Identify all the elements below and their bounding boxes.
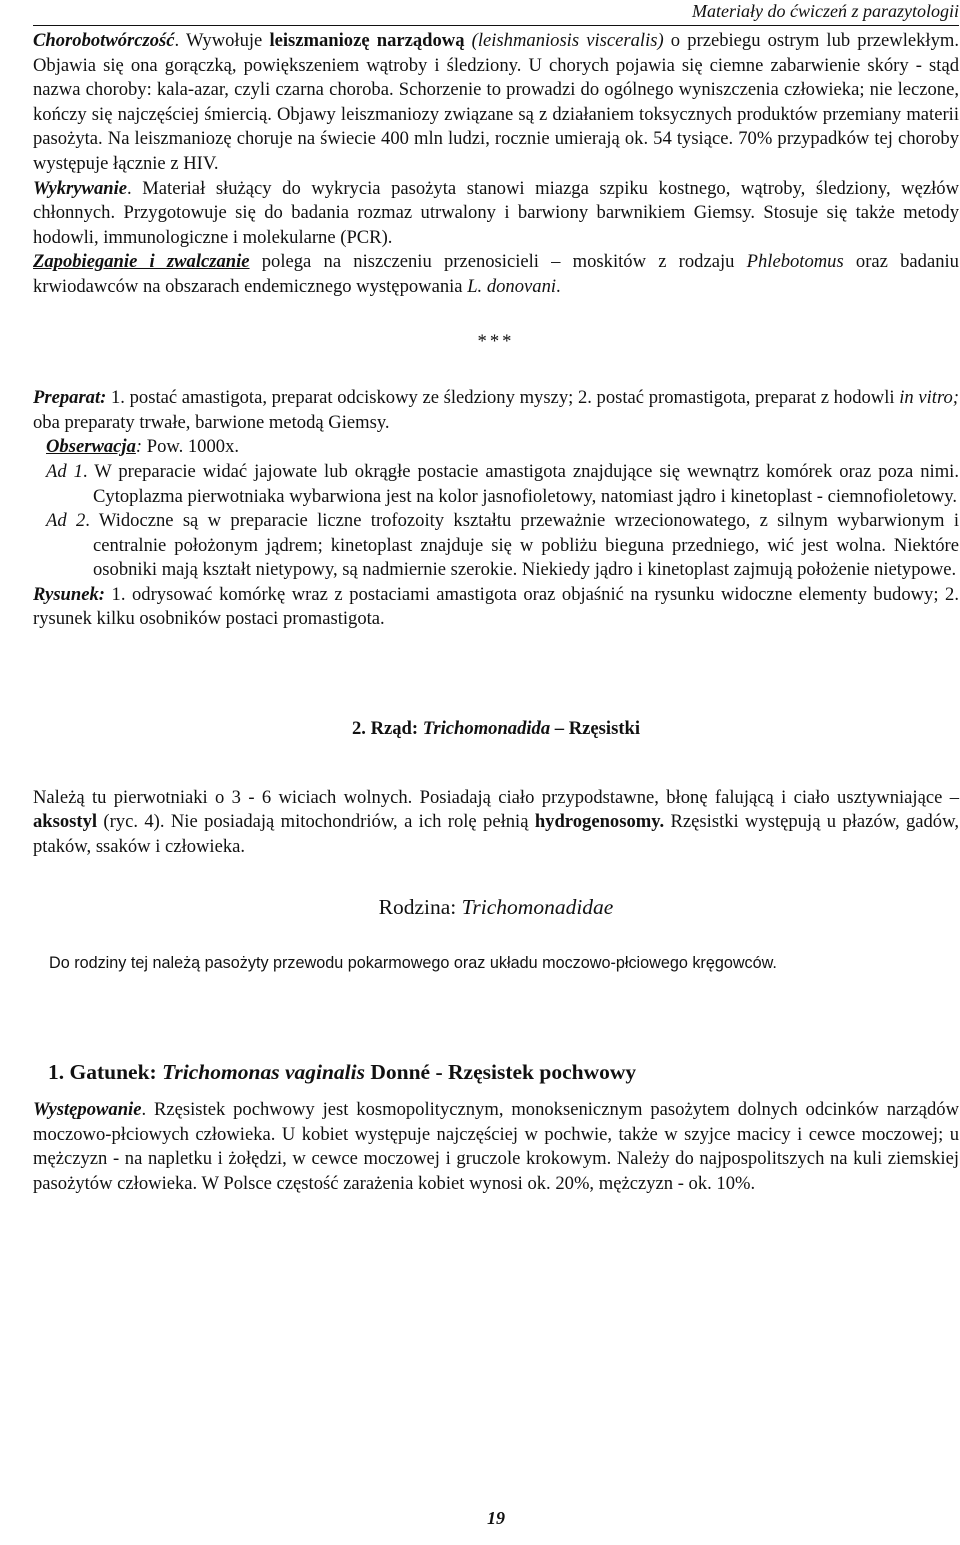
genus-phlebotomus: Phlebotomus (746, 251, 844, 273)
page (33, 0, 959, 1528)
ad1-paragraph: Ad 1. W preparacie widać jajowate lub okrągłe postacie amastigota znajdujące się wewnątrz komórek oraz poza nimi. Cytoplazma pierwotniaka wybarwiona jest na kolor jasnofioletowy, natomiast jądro i kinetoplast - ciemnofioletowy. (46, 460, 959, 507)
detection-label: Wykrywanie (33, 177, 128, 199)
leish-prevention-paragraph: Zapobieganie i zwalczanie polega na niszczeniu przenosicieli – moskitów z rodzaju Phlebotomus oraz badaniu krwiodawców na obszarach endemicznego występowania L. donovani. (33, 251, 959, 297)
leish-pathogenicity-paragraph: Chorobotwórczość. Wywołuje leiszmaniozę narządową (leishmaniosis visceralis) o przebiegu ostrym lub przewlekłym. Objawia się ona gorączką, powiększeniem wątroby i śledziony. U chorych pojawia się ciemne zabarwienie skóry - stąd nazwa choroby: kala-azar, czyli czarna choroba. Schorzenie to prowadzi do ogólnego wyniszczenia człowieka; nie leczone, kończy się najczęściej śmiercią. Objawy leiszmaniozy związane są z działaniem toksycznych produktów przemiany materii pasożyta. Na leiszmaniozę choruje na świecie 400 mln ludzi, rocznie umierają ok. 54 tysiące. 70% przypadków tej choroby występuje łącznie z HIV. (33, 30, 959, 174)
ad2-label: Ad 2 (46, 510, 86, 532)
species-name: Trichomonas vaginalis (162, 1059, 365, 1084)
page-number: 19 (487, 1508, 505, 1528)
ad1-label: Ad 1 (46, 460, 83, 482)
rysunek-label: Rysunek: (33, 583, 105, 605)
species-l-donovani: L. donovani (467, 275, 557, 297)
order-name: Trichomonadida (422, 718, 551, 740)
order-heading: 2. Rząd: Trichomonadida – Rzęsistki (351, 718, 641, 740)
preparat-label: Preparat: (33, 387, 107, 409)
species-heading: 1. Gatunek: Trichomonas vaginalis Donné - Rzęsistek pochwowy (48, 1059, 637, 1084)
order-description: Należą tu pierwotniaki o 3 - 6 wiciach wolnych. Posiadają ciało przypodstawne, błonę falującą i ciało usztywniające – aksostyl (ryc. 4). Nie posiadają mitochondriów, a ich rolę pełnią hydrogenosomy. Rzęsistki występują u płazów, gadów, ptaków, ssaków i człowieka. (33, 786, 959, 857)
wystepowanie-label: Występowanie (33, 1099, 142, 1121)
leish-detection-paragraph: Wykrywanie. Materiał służący do wykrycia pasożyta stanowi miazga szpiku kostnego, wątroby, śledziony, węzłów chłonnych. Przygotowuje się do badania rozmaz utrwalony i barwiony barwnikiem Giemsy. Stosuje się także metody hodowli, immunologiczne i molekularne (PCR). (33, 177, 959, 248)
section-separator: *** (477, 330, 515, 352)
ad2-paragraph: Ad 2. Widoczne są w preparacie liczne trofozoity kształtu przeważnie wrzecionowatego, z silnym wybarwionym i centralnie położonym jądrem; kinetoplast znajduje się w pobliżu bieguna przedniego, wić jest wolna. Niektóre osobniki mają kształt nietypowy, są nadmiernie szerokie. Niekiedy jądro i kinetoplast zajmują położenie nietypowe. (46, 510, 959, 581)
header-rule (33, 25, 959, 26)
family-description: Do rodziny tej należą pasożyty przewodu pokarmowego oraz układu moczowo-płciowego kręgowców. (49, 954, 777, 973)
running-header: Materiały do ćwiczeń z parazytologii (692, 1, 959, 21)
preparat-paragraph: Preparat: 1. postać amastigota, preparat odciskowy ze śledziony myszy; 2. postać promastigota, preparat z hodowli in vitro; oba preparaty trwałe, barwione metodą Giemsy. (33, 387, 959, 433)
family-heading: Rodzina: Trichomonadidae (378, 895, 614, 920)
visceral-leishmaniasis-term: leiszmaniozę narządową (269, 30, 465, 51)
aksostyl-term: aksostyl (33, 811, 98, 833)
hydrogenosomy-term: hydrogenosomy. (534, 811, 665, 833)
prevention-label: Zapobieganie i zwalczanie (33, 251, 250, 273)
obserwacja-paragraph: Obserwacja: Pow. 1000x. (46, 436, 240, 458)
latin-term: (leishmaniosis visceralis) (471, 30, 664, 51)
obserwacja-label: Obserwacja (46, 436, 136, 458)
family-name: Trichomonadidae (461, 895, 614, 920)
pathogenicity-label: Chorobotwórczość (33, 30, 175, 51)
wystepowanie-paragraph: Występowanie. Rzęsistek pochwowy jest kosmopolitycznym, monoksenicznym pasożytem dolnych odcinków narządów moczowo-płciowych człowieka. U kobiet występuje najczęściej w pochwie, także w szyjce macicy i cewce moczowej; u mężczyzn - na napletku i żołędzi, w cewce moczowej i gruczole krokowym. Należy do najpospolitszych na kuli ziemskiej pasożytów człowieka. W Polsce częstość zarażenia kobiet wynosi ok. 20%, mężczyzn - ok. 10%. (33, 1099, 959, 1194)
rysunek-paragraph: Rysunek: 1. odrysować komórkę wraz z postaciami amastigota oraz objaśnić na rysunku widoczne elementy budowy; 2. rysunek kilku osobników postaci promastigota. (33, 583, 959, 630)
